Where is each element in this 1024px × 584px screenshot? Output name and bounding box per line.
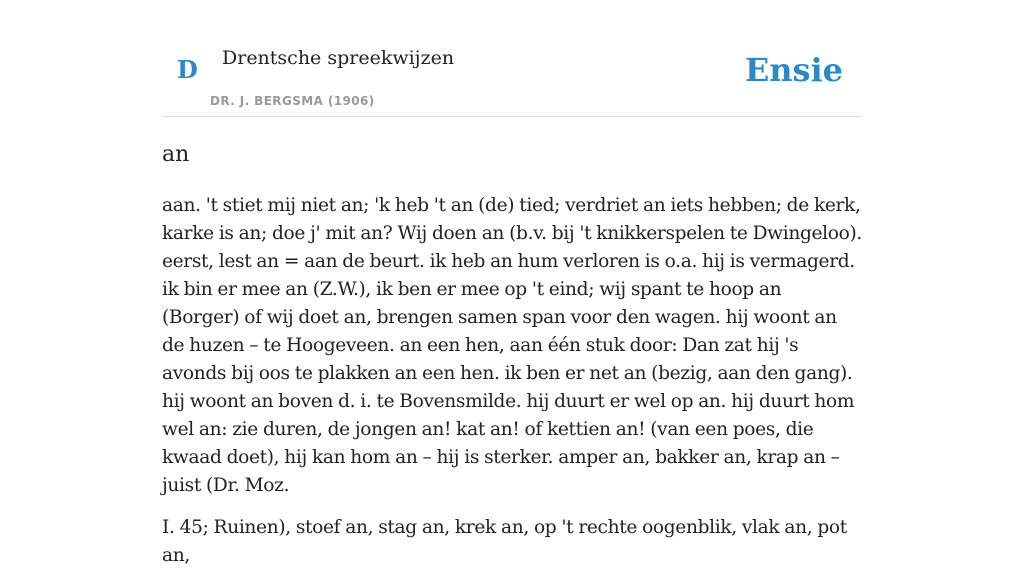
article-header bbox=[162, 0, 862, 117]
work-title-link[interactable]: Drentsche spreekwijzen bbox=[222, 47, 455, 69]
ensie-logo[interactable]: Ensie bbox=[744, 51, 843, 89]
entry-body bbox=[162, 192, 862, 584]
entry-paragraph: aan. 't stiet mij niet an; 'k heb 't an (de) tied; verdriet an iets hebben; de kerk, karke is an; doe j' mit an? Wij doen an (b.v. bij 't knikkerspelen te Dwingeloo). eerst, lest an = aan de beurt. ik heb an hum verloren is o.a. hij is vermagerd. ik bin er mee an (Z.W.), ik ben er mee op 't eind; wij spant te hoop an (Borger) of wij doet an, brengen samen span voor den wagen. hij woont an de huzen – te Hoogeveen. an een hen, aan één stuk door: Dan zat hij 's avonds bij oos te plakken an een hen. ik ben er net an (bezig, aan den gang). hij woont an boven d. i. te Bovensmilde. hij duurt er wel op an. hij duurt hom wel an: zie duren, de jongen an! kat an! of kettien an! (van een poes, die kwaad doet), hij kan hom an – hij is sterker. amper an, bakker an, krap an – juist (Dr. Moz. bbox=[162, 195, 862, 496]
article-page bbox=[162, 0, 862, 566]
entry-paragraph: I. 45; Ruinen), stoef an, stag an, krek an, op 't rechte oogenblik, vlak an, pot an, bbox=[162, 517, 847, 566]
letter-logo[interactable]: D bbox=[177, 55, 198, 84]
entry-term: an bbox=[162, 142, 190, 167]
work-author: DR. J. BERGSMA (1906) bbox=[210, 94, 375, 108]
